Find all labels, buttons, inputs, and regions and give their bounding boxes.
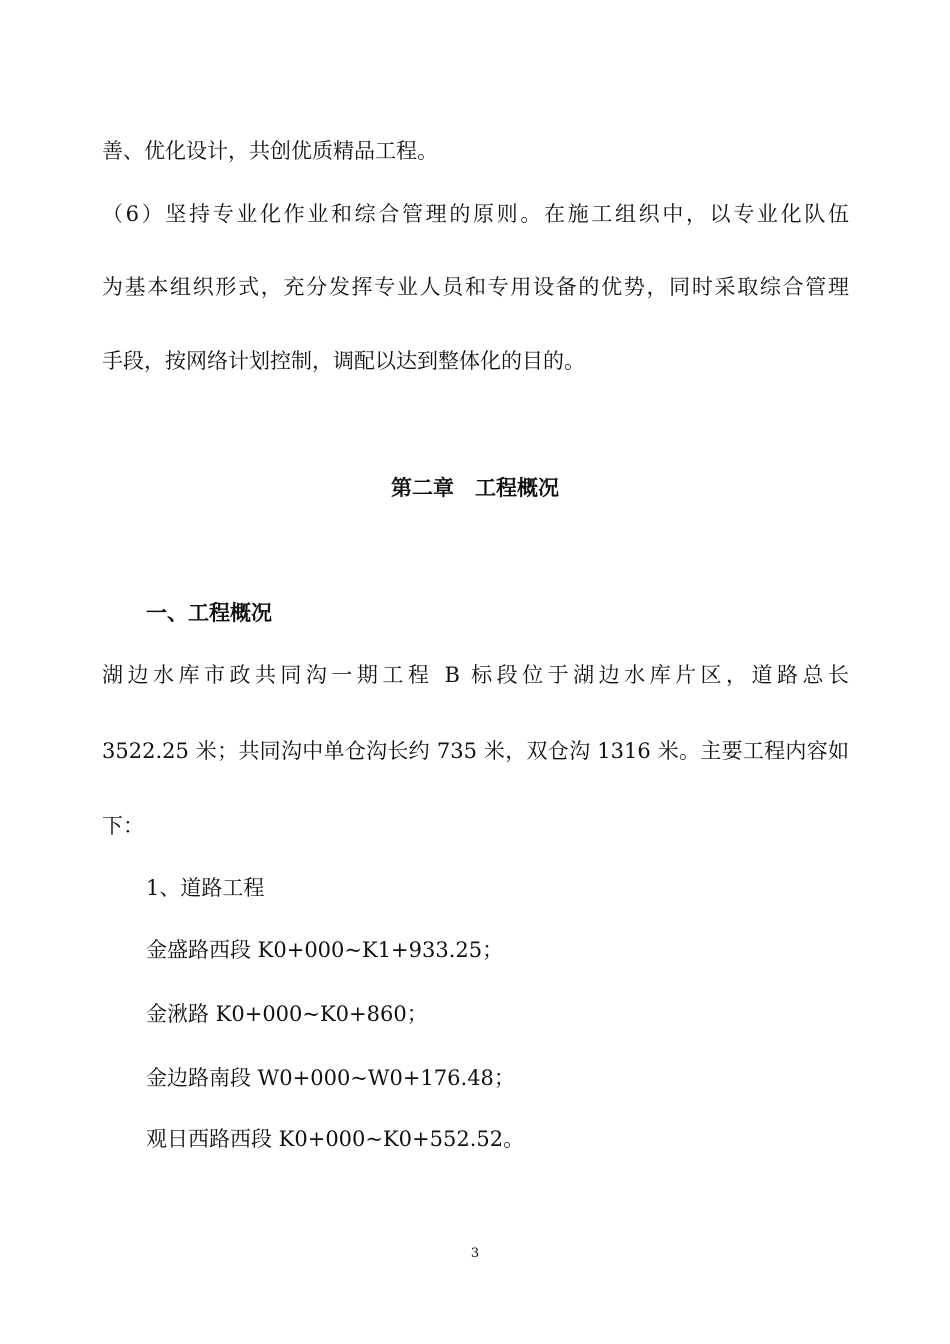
road-works-heading: 1、道路工程: [146, 876, 265, 900]
list-item: 金边路南段 W0+000~W0+176.48；: [146, 1066, 515, 1090]
paragraph-6-line-3: 手段，按网络计划控制，调配以达到整体化的目的。: [102, 349, 585, 373]
overview-paragraph-line-3: 下：: [102, 814, 144, 838]
list-item: 金盛路西段 K0+000~K1+933.25；: [146, 938, 504, 962]
overview-paragraph-line-1: 湖边水库市政共同沟一期工程 B 标段位于湖边水库片区，道路总长: [102, 663, 849, 687]
list-item: 金湫路 K0+000~K0+860；: [146, 1002, 428, 1026]
page-number: 3: [470, 1246, 480, 1261]
paragraph-6-line-1: （6）坚持专业化作业和综合管理的原则。在施工组织中，以专业化队伍: [102, 202, 849, 226]
paragraph-continuation: 善、优化设计，共创优质精品工程。: [102, 139, 438, 163]
chapter-title: 第二章 工程概况: [391, 475, 559, 500]
list-item: 观日西路西段 K0+000~K0+552.52。: [146, 1127, 525, 1151]
section-heading: 一、工程概况: [146, 600, 272, 625]
overview-paragraph-line-2: 3522.25 米；共同沟中单仓沟长约 735 米，双仓沟 1316 米。主要工程内容如: [102, 739, 849, 763]
paragraph-6-line-2: 为基本组织形式，充分发挥专业人员和专用设备的优势，同时采取综合管理: [102, 275, 849, 299]
